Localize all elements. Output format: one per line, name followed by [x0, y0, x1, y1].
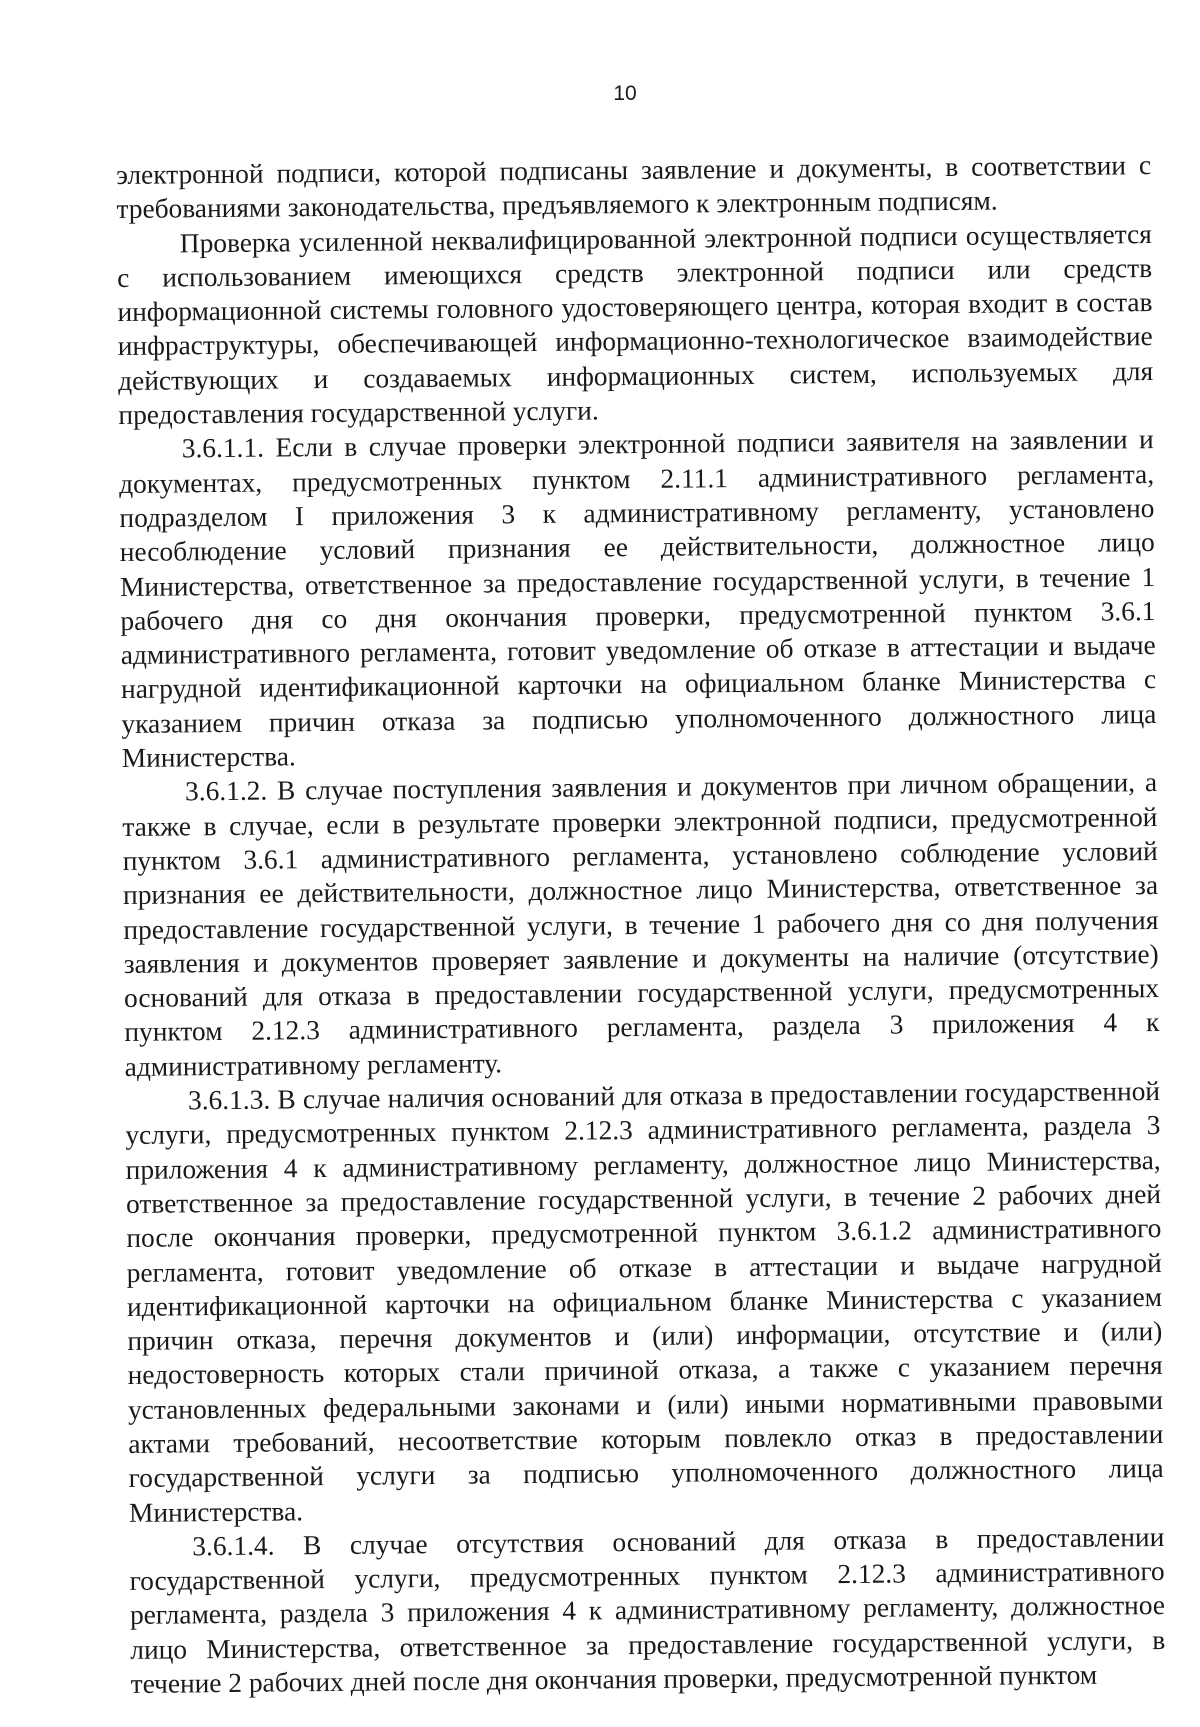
- paragraph-3-6-1-3: 3.6.1.3. В случае наличия оснований для отказа в предоставлении государственной услуги, предусмотренных пунктом 2.12.3 административного регламента, раздела 3 приложения 4 к административному регламенту, должностное лицо Министерства, ответственное за предоставление государственной услуги, в течение 2 рабочих дней после окончания проверки, предусмотренной пунктом 3.6.1.2 административного регламента, готовит уведомление об отказе в аттестации и выдаче нагрудной идентификационной карточки на официальном бланке Министерства с указанием причин отказа, перечня документов и (или) информации, отсутствие и (или) недостоверность которых стали причиной отказа, а также с указанием перечня установленных федеральными законами и (или) иными нормативными правовыми актами требований, несоответствие которым повлекло отказ в предоставлении государственной услуги за подписью уполномоченного должностного лица Министерства.: [125, 1076, 1164, 1528]
- paragraph-continuation: электронной подписи, которой подписаны заявление и документы, в соответствии с требованиями законодательства, предъявляемого к электронным подписям.: [116, 150, 1152, 225]
- paragraph-3-6-1-4: 3.6.1.4. В случае отсутствия оснований для отказа в предоставлении государственной услуги, предусмотренных пунктом 2.12.3 административного регламента, раздела 3 приложения 4 к административному регламенту, должностное лицо Министерства, ответственное за предоставление государственной услуги, в течение 2 рабочих дней после дня окончания проверки, предусмотренной пунктом: [129, 1521, 1166, 1699]
- document-body: [116, 148, 1166, 1701]
- page-number: 10: [613, 82, 637, 105]
- paragraph-3-6-1-2: 3.6.1.2. В случае поступления заявления и документов при личном обращении, а также в случае, если в результате проверки электронной подписи, предусмотренной пунктом 3.6.1 административного регламента, установлено соблюдение условий признания ее действительности, должностное лицо Министерства, ответственное за предоставление государственной услуги, в течение 1 рабочего дня со дня получения заявления и документов проверяет заявление и документы на наличие (отсутствие) оснований для отказа в предоставлении государственной услуги, предусмотренных пунктом 2.12.3 административного регламента, раздела 3 приложения 4 к административному регламенту.: [122, 767, 1160, 1082]
- paragraph-signature-verification: Проверка усиленной неквалифицированной электронной подписи осуществляется с использованием имеющихся средств электронной подписи или средств информационной системы головного удостоверяющего центра, которая входит в состав инфраструктуры, обеспечивающей информационно-технологическое взаимодействие действующих и создаваемых информационных систем, используемых для предоставления государственной услуги.: [117, 218, 1154, 431]
- paragraph-3-6-1-1: 3.6.1.1. Если в случае проверки электронной подписи заявителя на заявлении и документах, предусмотренных пунктом 2.11.1 административного регламента, подразделом I приложения 3 к административному регламенту, установлено несоблюдение условий признания ее действительности, должностное лицо Министерства, ответственное за предоставление государственной услуги, в течение 1 рабочего дня со дня окончания проверки, предусмотренной пунктом 3.6.1 административного регламента, готовит уведомление об отказе в аттестации и выдаче нагрудной идентификационной карточки на официальном бланке Министерства с указанием причин отказа за подписью уполномоченного должностного лица Министерства.: [118, 424, 1157, 774]
